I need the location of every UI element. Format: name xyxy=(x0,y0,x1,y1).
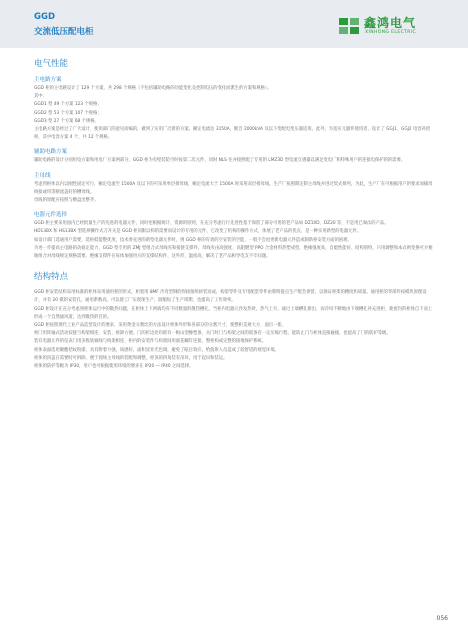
paragraph: 装有电器元件的仪表门用多股软铜线与构架相连，柜内的安装件与构架间用滚花螺钉连接，整柜构成完整的接地保护系统。 xyxy=(34,339,267,345)
paragraph: GGD 柜主要采用国内已经批量生产的先进的电器元件，同时也根据统计、资源的原则，在充分考虑行行先进性基于保留了部分可用的老产品如 DZ10D、DZ20 等，不是用已淘汰的产品。 xyxy=(34,221,389,227)
paragraph: 柜体的顶盖在需要时可拆除，便于现场主母线的装配和调整，柜顶的四角装有吊环，用于起吊和装运。 xyxy=(34,355,228,361)
paragraph: 柜体的防护等级为 IP30，用户也可根据使用环境的要求在 IP20 — IP40 之间选择。 xyxy=(34,364,194,370)
subsection-title-main-circuit: 主电路方案 xyxy=(34,77,62,83)
paragraph: GGD 柜按照现代工业产品造型设计的要求，采用黄金分割比的方法设计柜体外形和各部分的分割尺寸，使整柜美观大方、面目一新。 xyxy=(34,323,286,329)
paragraph: 其中： xyxy=(34,94,47,100)
spec-line: GGD3 型 27 个方案 68 个规格。 xyxy=(34,118,99,124)
paragraph: 如设计部门选通用户需要，选柜低能整优度，技术委先进的新型电器元件时，则 GGD 柜的有效的空安装的空能，一般不会因更新电器元件造成制新柜安装方面的困难。 xyxy=(34,237,352,243)
paragraph: GGD 柜的主电路设计了 129 个方案，共 298 个规格（不包括辅助电路的功能变化及控制电压的变化而派生的方案和规格）。 xyxy=(34,86,272,91)
paragraph: 考虑到柜体以内以刚性固定可行，额定电流至 1500A 及以下的可采用单层排母线，额定电流大于 1500A 时采用双层排母线。生产厂按照期定制主母线并进过契式排列，为此，生产厂在可根据用户的要求而插母线接或用等断流盖好的槽母线。 xyxy=(34,181,433,195)
page-number: 056 xyxy=(436,615,448,622)
spec-line: GGD2 型 53 个方案 107 个规格； xyxy=(34,110,102,116)
paragraph: HD13BX 和 HS13BX 型选择操作式刀开关是 GGD 柜同限以构的需要而设计的专用的元件，它改变了机构的操作方式，体展了老产品的优点，是一种实用新型的电器元件。 xyxy=(34,229,362,235)
section-title-electrical: 电气性能 xyxy=(34,59,69,69)
paragraph: GGD 柜安装结构采用标准的柜体采用通用柜的形式，柜架用 8MF 冷弯型钢的焊接接组拼装而成，构架零件及专用配套零件由那明提点生产配会供货，以保证柜架的精度和质量。通用柜的零部件按模块原理设计，并有 20 模的安装孔，通用系数高，可以使工厂实现预生产，既缩短了生产周期，也提高了工作效率。 xyxy=(34,290,427,304)
header-title-product: 交流低压配电柜 xyxy=(34,27,94,37)
paragraph: 柜体表面选用聚酯桔纹粉漆，具有附着力强，质感好，面积显亚光色调，避免了眩目效应，给值班人员造成了较舒适的视觉环境。 xyxy=(34,347,279,353)
page-header xyxy=(0,0,468,48)
header-title-model: GGD xyxy=(34,12,56,22)
paragraph: 辅助电路的设计分别用电方案和用电厂方案两部分，GGD 柜为有壁装防空时按第二次元件，同时 NLS 往并接照配了专用的 LMZ3D 型电流互感器以满足变电厂和特殊用户的连接电保护的的需要。 xyxy=(34,158,406,164)
spec-line: GGD1 型 49 个方案 123 个规格； xyxy=(34,102,102,108)
section-title-structure: 结构特点 xyxy=(34,272,69,283)
paragraph: 母线的原配应按照与横盘出整齐。 xyxy=(34,198,99,204)
brand-name-cn: 鑫鸿电气 xyxy=(364,16,417,30)
paragraph: 主电路方案是经过了广大设计、使用部门的意见而编的，做到了实用广泛新的方案。额定电流达 3150A，断音 2000kVA 及以下变配电变压器适用。此外，为适应元器件使用者，设计了 GGJ1、GGJ2 电容补偿柜，其中电容方案 4 个，共 12 个规格。 xyxy=(34,127,431,141)
brand-logo-icon xyxy=(338,16,360,36)
paragraph: 为进一步提高主电路的动稳定能力，GGD 型专用的 ZMJ 型组合式母线夹和接链支撑件。母线夹由高强度、高阻燃型 PPO 合金材料热塑成型，绝缘强度高、自熄性能好、结构别特，只用调整和本式则变换可方便地组合对母线规定规格需要。绝缘支撑件在每体加强用方的支撑结构件，这外形，温度高，解决了老产品相导电支不牢问题。 xyxy=(34,245,433,260)
paragraph: 柜门用转轴式活动铰链与构架相连，安装、拆卸方便。门的折边处均嵌有一根山型橡塑条，关门时门与构架之间的嵌条有一定压缩行程，能防止门与柜体直接碰撞，也提高了门的防护等级。 xyxy=(34,331,391,337)
subsection-title-components: 电器元件选择 xyxy=(34,212,68,219)
document-body xyxy=(34,58,434,371)
subsection-title-main-bus: 主母线 xyxy=(34,172,51,179)
subsection-title-aux-circuit: 辅助电路方案 xyxy=(34,149,68,156)
brand-name-en: XINHONG ELECTRIC xyxy=(365,30,417,35)
paragraph: GGD 柜设计在充分考虑到柜体运行中的散热问题，在柜体上下两端均有不同数量的散热槽孔，当柜内电器元件发热时，热气上升，通过上端槽孔排出，而冷风不断地由下端槽孔补充进柜，使密封的柜体自下而上形成一个自然通风道，达到散热的目的。 xyxy=(34,306,433,320)
